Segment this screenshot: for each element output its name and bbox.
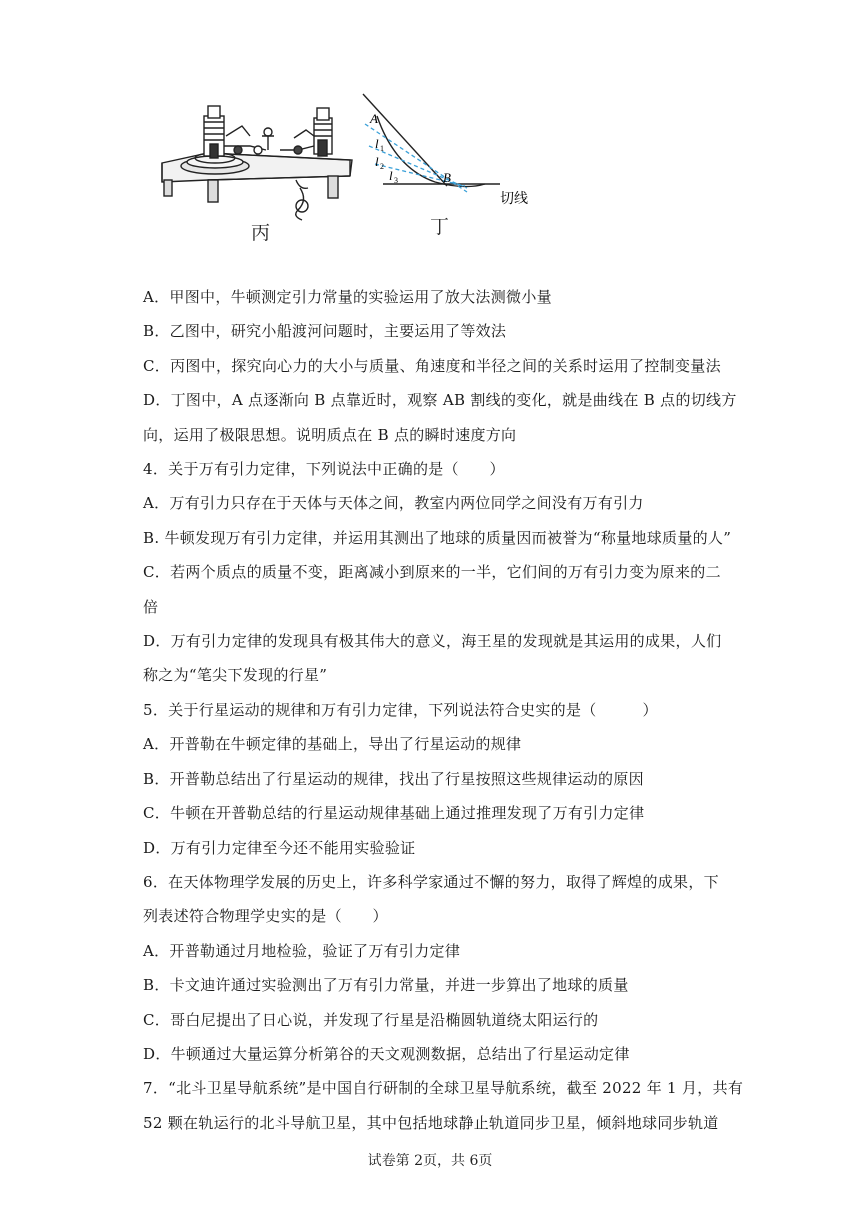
text-line: C．哥白尼提出了日心说，并发现了行星是沿椭圆轨道绕太阳运行的 — [143, 1010, 599, 1029]
text-line: D．万有引力定律至今还不能用实验验证 — [143, 838, 416, 857]
l1-label: l — [375, 136, 379, 151]
l2-label: l — [375, 154, 379, 169]
text-line: A．万有引力只存在于天体与天体之间，教室内两位同学之间没有万有引力 — [143, 494, 644, 513]
text-line: C．丙图中，探究向心力的大小与质量、角速度和半径之间的关系时运用了控制变量法 — [143, 356, 721, 375]
text-line: D．牛顿通过大量运算分析第谷的天文观测数据，总结出了行星运动定律 — [143, 1044, 630, 1063]
text-line: 4．关于万有引力定律，下列说法中正确的是（ ） — [143, 460, 505, 479]
figure-label-bing: 丙 — [251, 222, 271, 244]
text-line: D．万有引力定律的发现具有极其伟大的意义，海王星的发现就是其运用的成果，人们 — [143, 632, 722, 651]
tangent-limit-diagram — [355, 88, 565, 248]
text-line: B．乙图中，研究小船渡河问题时，主要运用了等效法 — [143, 322, 507, 341]
text-line: B．卡文迪许通过实验测出了万有引力常量，并进一步算出了地球的质量 — [143, 976, 629, 995]
text-line: C．若两个质点的质量不变，距离减小到原来的一半，它们间的万有引力变为原来的二 — [143, 563, 721, 582]
text-line: A．开普勒通过月地检验，验证了万有引力定律 — [143, 941, 461, 960]
text-line: B．开普勒总结出了行星运动的规律，找出了行星按照这些规律运动的原因 — [143, 769, 644, 788]
figure-bing — [150, 88, 355, 248]
text-line: 7．“北斗卫星导航系统”是中国自行研制的全球卫星导航系统，截至 2022 年 1 月，共有 — [143, 1079, 744, 1098]
point-a-label: A — [370, 111, 378, 126]
text-line: 52 颗在轨运行的北斗导航卫星，其中包括地球静止轨道同步卫星，倾斜地球同步轨道 — [143, 1113, 719, 1132]
text-line: 倍 — [143, 597, 159, 616]
point-b-label: B — [443, 170, 451, 185]
tangent-label: 切线 — [500, 191, 528, 207]
text-line: 6．在天体物理学发展的历史上，许多科学家通过不懈的努力，取得了辉煌的成果，下 — [143, 872, 719, 891]
text-line: 向，运用了极限思想。说明质点在 B 点的瞬时速度方向 — [143, 425, 517, 444]
figure-label-ding: 丁 — [430, 216, 450, 238]
text-line: D．丁图中，A 点逐渐向 B 点靠近时，观察 AB 割线的变化，就是曲线在 B 点的切线方 — [143, 391, 737, 410]
figure-ding — [355, 88, 565, 248]
question-text — [143, 280, 744, 1140]
page-footer: 试卷第 2页，共 6页 — [367, 1153, 493, 1169]
figures-row — [150, 88, 570, 248]
l1-subscript: 1 — [380, 144, 384, 153]
l2-subscript: 2 — [380, 162, 384, 171]
text-line: 列表述符合物理学史实的是（ ） — [143, 907, 388, 926]
l3-subscript: 3 — [394, 176, 398, 185]
text-line: 称之为“笔尖下发现的行星” — [143, 666, 328, 685]
text-line: 5．关于行星运动的规律和万有引力定律，下列说法符合史实的是（ ） — [143, 700, 658, 719]
l3-label: l — [389, 168, 393, 183]
text-line: A．甲图中，牛顿测定引力常量的实验运用了放大法测微小量 — [143, 288, 552, 306]
text-line: A．开普勒在牛顿定律的基础上，导出了行星运动的规律 — [143, 735, 522, 754]
text-line: B. 牛顿发现万有引力定律，并运用其测出了地球的质量因而被誉为“称量地球质量的人” — [143, 528, 732, 547]
text-line: C．牛顿在开普勒总结的行星运动规律基础上通过推理发现了万有引力定律 — [143, 804, 645, 823]
